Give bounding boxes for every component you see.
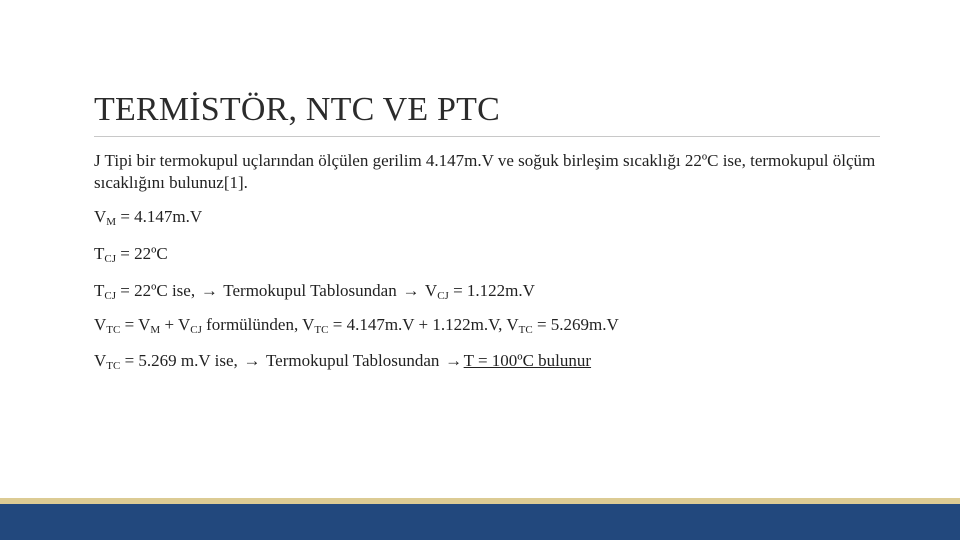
tcj-sub: CJ — [104, 253, 117, 265]
arrow-right-icon: → — [445, 351, 463, 370]
vtc-sub: TC — [314, 324, 329, 336]
vtc-var: V — [94, 351, 107, 370]
tcj-equation — [94, 244, 168, 264]
vm-value: = 4.147m.V — [116, 207, 203, 226]
vtc-sub: TC — [106, 360, 121, 372]
vm-equation — [94, 207, 202, 227]
tcj-var: T — [94, 281, 105, 300]
footer-bar — [0, 504, 960, 540]
table-lookup-text: Termokupul Tablosundan — [219, 281, 401, 300]
formula-text: + V — [160, 315, 191, 334]
formula-text: = 4.147m.V + 1.122m.V, V — [328, 315, 519, 334]
vm-var: V — [94, 207, 107, 226]
vtc-ise-text: = 5.269 m.V ise, — [120, 351, 243, 370]
tcj-lookup-line — [94, 281, 535, 301]
arrow-right-icon: → — [243, 351, 261, 370]
arrow-right-icon: → — [402, 281, 420, 300]
vcj-var: V — [420, 281, 438, 300]
vtc-value: = 5.269m.V — [532, 315, 619, 334]
table-lookup-text: Termokupul Tablosundan — [262, 351, 444, 370]
tcj-var: T — [94, 244, 105, 263]
tcj-sub: CJ — [104, 290, 117, 302]
problem-statement: J Tipi bir termokupul uçlarından ölçülen gerilim 4.147m.V ve soğuk birleşim sıcaklığı 22ºC ise, termokupul ölçüm sıcaklığını bulunuz[1]. — [94, 151, 876, 192]
vcj-sub: CJ — [437, 290, 449, 302]
vcj-value: = 1.122m.V — [448, 281, 535, 300]
final-answer: T = 100ºC bulunur — [463, 351, 592, 370]
arrow-right-icon: → — [200, 281, 218, 300]
vm-sub: M — [106, 216, 117, 228]
vtc-formula-line — [94, 315, 619, 335]
title-divider — [94, 136, 880, 137]
vtc-sub: TC — [106, 324, 121, 336]
formula-text: formülünden, V — [201, 315, 315, 334]
tcj-value: = 22ºC — [116, 244, 168, 263]
tcj-ise-text: = 22ºC ise, — [116, 281, 200, 300]
formula-text: = V — [120, 315, 151, 334]
slide-title: TERMİSTÖR, NTC VE PTC — [94, 91, 500, 128]
result-line — [94, 351, 591, 371]
vm-sub: M — [150, 324, 161, 336]
vcj-sub: CJ — [190, 324, 202, 336]
vtc-var: V — [94, 315, 107, 334]
vtc-sub: TC — [518, 324, 533, 336]
